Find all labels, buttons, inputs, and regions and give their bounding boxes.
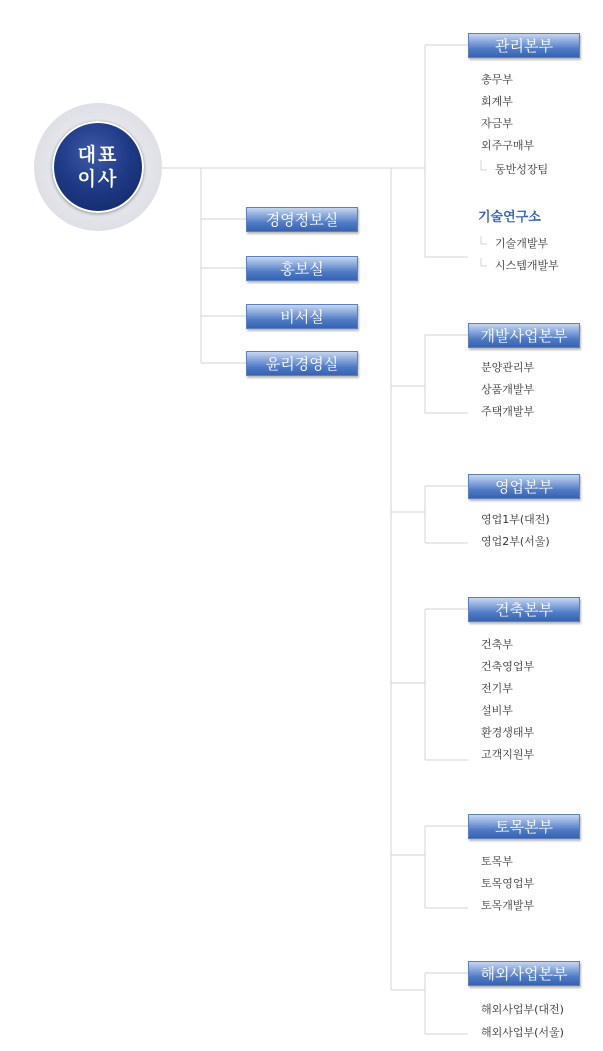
dept-item: 토목부: [481, 855, 513, 868]
team-item: 동반성장팀: [495, 163, 549, 176]
ceo-label-line1: 대표: [77, 144, 119, 166]
dept-item: 설비부: [481, 704, 513, 717]
dept-item: 해외사업부(서울): [481, 1026, 564, 1039]
dept-item: 건축부: [481, 638, 513, 651]
staff-office-ethics: 윤리경영실: [246, 351, 358, 376]
hq-overseas-title: 해외사업본부: [468, 961, 580, 986]
dept-item: 자금부: [481, 117, 513, 130]
dept-item: 토목영업부: [481, 877, 535, 890]
dept-item: 주택개발부: [481, 405, 535, 418]
hq-development-title: 개발사업본부: [468, 323, 580, 348]
lab-item: 시스템개발부: [495, 259, 559, 272]
dept-item: 분양관리부: [481, 361, 535, 374]
hq-management-title: 관리본부: [468, 33, 580, 58]
staff-office-pr: 홍보실: [246, 256, 358, 281]
dept-item: 환경생태부: [481, 726, 535, 739]
dept-item: 회계부: [481, 95, 513, 108]
research-lab-title: 기술연구소: [478, 210, 541, 225]
dept-item: 토목개발부: [481, 899, 535, 912]
ceo-label-line2: 이사: [77, 168, 119, 190]
dept-item: 전기부: [481, 682, 513, 695]
staff-office-secretary: 비서실: [246, 304, 358, 329]
dept-item: 상품개발부: [481, 383, 535, 396]
dept-item: 고객지원부: [481, 748, 535, 761]
dept-item: 총무부: [481, 73, 513, 86]
lab-item: 기술개발부: [495, 237, 549, 250]
ceo-node: [52, 121, 144, 213]
dept-item: 영업1부(대전): [481, 513, 550, 526]
hq-architecture-title: 건축본부: [468, 597, 580, 622]
dept-item: 외주구매부: [481, 139, 535, 152]
dept-item: 건축영업부: [481, 660, 535, 673]
hq-sales-title: 영업본부: [468, 474, 580, 499]
hq-civil-title: 토목본부: [468, 814, 580, 839]
dept-item: 영업2부(서울): [481, 535, 550, 548]
dept-item: 해외사업부(대전): [481, 1003, 564, 1016]
staff-office-management-info: 경영정보실: [246, 207, 358, 232]
